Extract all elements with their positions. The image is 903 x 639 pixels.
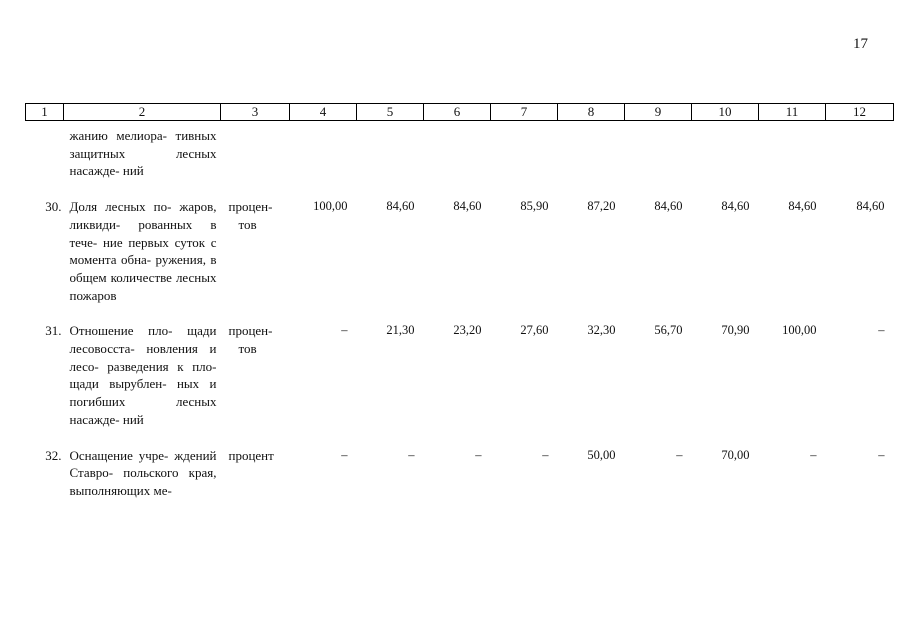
table-row: [26, 447, 894, 500]
table-header-row: [26, 104, 894, 121]
column-header: 8: [558, 104, 625, 121]
table-row: [26, 322, 894, 428]
value-cell: 32,30: [587, 323, 616, 338]
value-cell: 21,30: [386, 323, 415, 338]
value-cell: 84,60: [788, 199, 817, 214]
column-header: 9: [625, 104, 692, 121]
value-cell: 70,90: [721, 323, 750, 338]
value-cell: –: [475, 447, 482, 462]
unit-line: процент: [228, 447, 274, 463]
value-cell: –: [408, 447, 415, 462]
value-cell: 23,20: [453, 323, 482, 338]
unit-line: процен-: [228, 323, 273, 339]
value-cell: 84,60: [453, 199, 482, 214]
value-cell: 87,20: [587, 199, 616, 214]
column-header: 3: [221, 104, 290, 121]
page-number: 17: [853, 36, 868, 52]
unit-cell: [221, 322, 290, 428]
indicator-name: Доля лесных по- жаров, ликвиди- рованных в тече- ние первых суток с момента обна- ружения, в общем количестве лесных пожаров: [69, 199, 217, 303]
value-cell: –: [878, 447, 885, 462]
unit-line: тов: [238, 216, 257, 232]
value-cell: 84,60: [386, 199, 415, 214]
row-index: 32.: [45, 447, 62, 463]
value-cell: 70,00: [721, 447, 750, 462]
value-cell: –: [542, 447, 549, 462]
unit-line: тов: [238, 341, 257, 357]
value-cell: 84,60: [654, 199, 683, 214]
column-header: 10: [692, 104, 759, 121]
table-row: [26, 198, 894, 304]
column-header: 6: [424, 104, 491, 121]
row-index: 30.: [45, 199, 62, 215]
unit-line: процен-: [228, 199, 273, 215]
column-header: 1: [26, 104, 64, 121]
value-cell: –: [341, 323, 348, 338]
value-cell: –: [878, 323, 885, 338]
column-header: 2: [64, 104, 221, 121]
value-cell: 100,00: [313, 199, 348, 214]
indicator-name: Отношение пло- щади лесовосста- новления и лесо- разведения к пло- щади вырублен- ных и погибших лесных насажде- ний: [69, 323, 217, 427]
value-cell: –: [810, 447, 817, 462]
row-index: 31.: [45, 323, 62, 339]
indicator-name: жанию мелиора- тивных защитных лесных насажде- ний: [69, 128, 217, 179]
unit-cell: [221, 198, 290, 304]
value-cell: 50,00: [587, 447, 616, 462]
value-cell: 85,90: [520, 199, 549, 214]
column-header: 12: [826, 104, 894, 121]
value-cell: –: [676, 447, 683, 462]
value-cell: 56,70: [654, 323, 683, 338]
table-row-continuation: [26, 121, 894, 181]
value-cell: –: [341, 447, 348, 462]
column-header: 7: [491, 104, 558, 121]
column-header: 5: [357, 104, 424, 121]
value-cell: 100,00: [782, 323, 817, 338]
data-table: [25, 103, 894, 500]
column-header: 4: [290, 104, 357, 121]
unit-cell: [221, 447, 290, 500]
column-header: 11: [759, 104, 826, 121]
value-cell: 84,60: [856, 199, 885, 214]
value-cell: 27,60: [520, 323, 549, 338]
value-cell: 84,60: [721, 199, 750, 214]
indicator-name: Оснащение учре- ждений Ставро- польского края, выполняющих ме-: [69, 447, 217, 498]
